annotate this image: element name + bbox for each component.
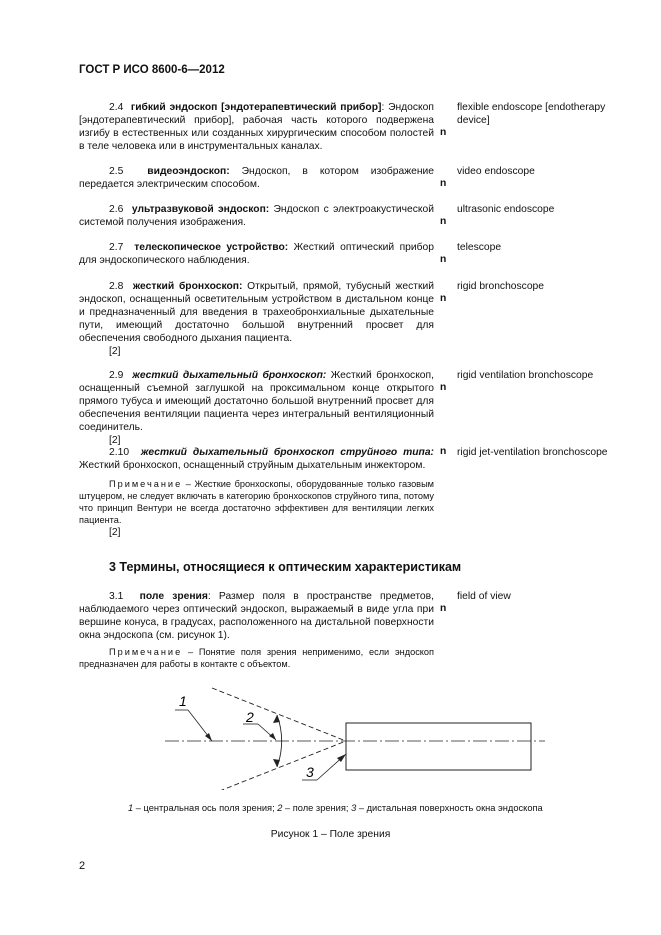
note-text: – Жесткие бронхоскопы, оборудованные только газовым штуцером, не следует включать в категорию бронхоскопов струйного типа, потому что принцип Вентури не всегда достаточно эффективен для вентиляции легких пациента. — [79, 479, 434, 525]
term-definition: Эндоскоп, в котором изображение передается электрическим способом. — [79, 166, 434, 190]
figure-title: Рисунок 1 – Поле зрения — [270, 829, 391, 840]
noun-marker: n — [440, 293, 447, 304]
term-number: 2.8 — [109, 281, 124, 292]
term-number: 2.4 — [109, 102, 124, 113]
arc-arrowhead-top — [273, 715, 280, 723]
english-term: field of view — [457, 591, 511, 602]
section-title: 3 Термины, относящиеся к оптическим характеристикам — [109, 560, 462, 574]
legend-num: 2 — [277, 803, 283, 813]
term-entry-3-1 — [79, 590, 434, 670]
term-number: 2.10 — [109, 447, 130, 458]
term-entry-2-10 — [79, 446, 434, 539]
label-2: 2 — [246, 709, 254, 725]
label-1: 1 — [179, 693, 187, 709]
page-number: 2 — [79, 860, 86, 872]
noun-marker: n — [440, 382, 447, 393]
english-term: rigid ventilation bronchoscope — [457, 370, 594, 381]
cone-upper-line — [212, 688, 346, 741]
label-3: 3 — [306, 764, 314, 780]
noun-marker: n — [440, 127, 447, 138]
term-number: 2.6 — [109, 204, 124, 215]
reference: [2] — [109, 346, 121, 357]
document-header: ГОСТ Р ИСО 8600-6—2012 — [79, 64, 225, 76]
english-term: telescope — [457, 242, 502, 253]
term-name: жесткий дыхательный бронхоскоп: — [132, 370, 327, 381]
term-entry-2-7 — [79, 241, 434, 267]
term-number: 2.7 — [109, 242, 124, 253]
term-name: видеоэндоскоп: — [147, 166, 230, 177]
term-name: гибкий эндоскоп [эндотерапевтический прибор] — [130, 102, 382, 113]
term-number: 3.1 — [109, 591, 124, 602]
legend-text: – дистальная поверхность окна эндоскопа — [356, 803, 543, 813]
english-term: video endoscope — [457, 166, 535, 177]
term-number: 2.5 — [109, 166, 124, 177]
term-name: телескопическое устройство: — [134, 242, 289, 253]
noun-marker: n — [440, 254, 447, 265]
term-definition: Жесткий бронхоскоп, оснащенный струйным дыхательным инжектором. — [79, 460, 426, 471]
note — [79, 646, 434, 670]
term-name: жесткий бронхоскоп: — [132, 281, 243, 292]
legend-num: 1 — [128, 803, 134, 813]
arc-arrowhead-bottom — [273, 759, 280, 767]
leader-1-arrowhead — [205, 733, 212, 741]
noun-marker: n — [440, 603, 447, 614]
figure-legend — [128, 803, 543, 813]
cone-lower-line — [212, 741, 346, 790]
reference: [2] — [109, 435, 121, 446]
noun-marker: n — [440, 446, 447, 457]
field-of-view-figure — [160, 680, 550, 790]
term-definition: : Размер поля в пространстве предметов, наблюдаемого через оптический эндоскоп, выражаемый в виде угла при вершине конуса, в градусах, расположенного на дистальной поверхности окна эндоскопа (см. рисунок 1). — [79, 591, 434, 641]
term-name: жесткий дыхательный бронхоскоп струйного типа: — [140, 447, 434, 458]
endoscope-tube — [346, 723, 531, 770]
note-label: Примечание — [109, 647, 183, 657]
english-term: flexible endoscope [endotherapy device] — [457, 102, 606, 126]
term-definition: Открытый, прямой, тубусный жесткий эндоскоп, оснащенный осветительным устройством в дистальном конце и предназначенный для введения в трахеобронхиальные дыхательные пути, имеющий достаточно большой внутренний просвет для обеспечения свободного дыхания пациента. — [79, 281, 434, 344]
term-entry-2-9 — [79, 369, 434, 447]
term-definition: : Эндоскоп [эндотерапевтический прибор], рабочая часть которого подвержена изгибу в естественных или созданных хирургическим способом полостей в теле человека или в инструментальных каналах. — [79, 102, 434, 152]
legend-text: – центральная ось поля зрения; — [133, 803, 278, 813]
term-entry-2-5 — [79, 165, 434, 191]
noun-marker: n — [440, 216, 447, 227]
legend-text: – поле зрения; — [282, 803, 352, 813]
reference: [2] — [109, 527, 121, 538]
term-number: 2.9 — [109, 370, 124, 381]
term-entry-2-6 — [79, 203, 434, 229]
term-definition: Жесткий бронхоскоп, оснащенный съемной заглушкой на проксимальном конце открытого прямого тубуса и имеющий достаточно большой внутренний просвет для обеспечения вентиляции пациента через интегральный вентиляционный соединитель. — [79, 370, 434, 433]
term-name: поле зрения — [139, 591, 208, 602]
term-name: ультразвуковой эндоскоп: — [131, 204, 270, 215]
note — [79, 478, 434, 526]
english-term: rigid jet-ventilation bronchoscope — [457, 447, 608, 458]
note-label: Примечание — [109, 479, 183, 489]
note-text: – Понятие поля зрения неприменимо, если эндоскоп предназначен для работы в контакте с объектом. — [79, 647, 434, 669]
term-definition: Эндоскоп с электроакустической системой получения изображения. — [79, 204, 434, 228]
legend-num: 3 — [351, 803, 357, 813]
english-term: ultrasonic endoscope — [457, 204, 555, 215]
noun-marker: n — [440, 178, 447, 189]
english-term: rigid bronchoscope — [457, 281, 545, 292]
term-entry-2-8 — [79, 280, 434, 358]
term-entry-2-4 — [79, 101, 434, 153]
term-definition: Жесткий оптический прибор для эндоскопического наблюдения. — [79, 242, 434, 266]
leader-2-arrowhead — [269, 733, 276, 740]
